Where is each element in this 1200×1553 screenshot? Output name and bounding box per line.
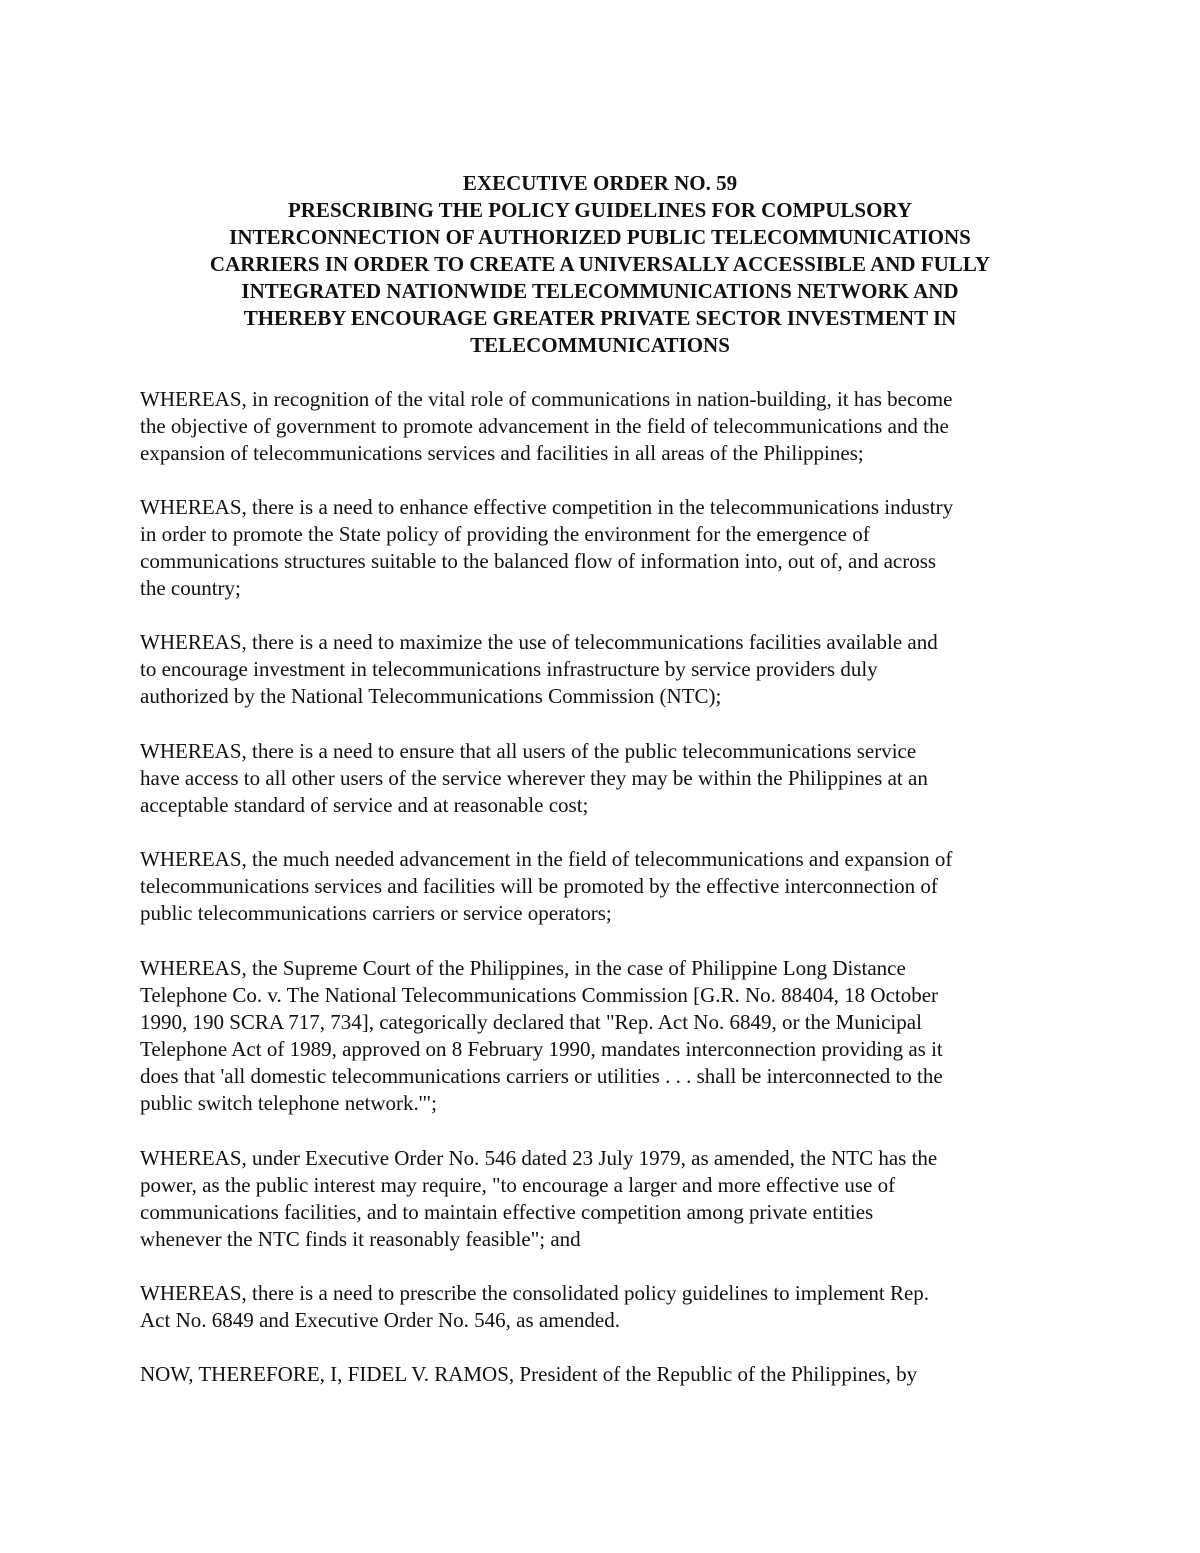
text-line: WHEREAS, in recognition of the vital role of communications in nation-building, it has become <box>140 387 953 411</box>
text-line: WHEREAS, under Executive Order No. 546 dated 23 July 1979, as amended, the NTC has the <box>140 1146 938 1170</box>
whereas-paragraph-7 <box>140 1145 1070 1253</box>
title-line: INTERCONNECTION OF AUTHORIZED PUBLIC TELECOMMUNICATIONS <box>229 225 971 249</box>
title-line: EXECUTIVE ORDER NO. 59 <box>462 171 738 195</box>
text-line: WHEREAS, there is a need to ensure that all users of the public telecommunications service <box>140 739 917 763</box>
title-line: INTEGRATED NATIONWIDE TELECOMMUNICATIONS NETWORK AND <box>241 279 959 303</box>
text-line: the country; <box>140 576 241 600</box>
title-line: PRESCRIBING THE POLICY GUIDELINES FOR COMPULSORY <box>287 198 913 222</box>
text-line: public telecommunications carriers or service operators; <box>140 901 612 925</box>
title-line: CARRIERS IN ORDER TO CREATE A UNIVERSALLY ACCESSIBLE AND FULLY <box>209 252 991 276</box>
text-line: WHEREAS, there is a need to enhance effective competition in the telecommunications industry <box>140 495 954 519</box>
text-line: 1990, 190 SCRA 717, 734], categorically declared that "Rep. Act No. 6849, or the Municipal <box>140 1010 922 1034</box>
text-line: have access to all other users of the service wherever they may be within the Philippines at an <box>140 766 928 790</box>
text-line: the objective of government to promote advancement in the field of telecommunications and the <box>140 414 949 438</box>
text-line: power, as the public interest may require, "to encourage a larger and more effective use of <box>140 1173 896 1197</box>
text-line: Telephone Co. v. The National Telecommunications Commission [G.R. No. 88404, 18 October <box>140 983 939 1007</box>
whereas-paragraph-1 <box>140 386 1070 467</box>
document-title <box>140 170 1060 359</box>
whereas-paragraph-3 <box>140 629 1070 710</box>
text-line: WHEREAS, the Supreme Court of the Philippines, in the case of Philippine Long Distance <box>140 956 906 980</box>
whereas-paragraph-4 <box>140 738 1070 819</box>
text-line: public switch telephone network.'"; <box>140 1091 437 1115</box>
text-line: whenever the NTC finds it reasonably feasible"; and <box>140 1227 581 1251</box>
whereas-paragraph-6 <box>140 955 1070 1117</box>
text-line: authorized by the National Telecommunications Commission (NTC); <box>140 684 722 708</box>
text-line: to encourage investment in telecommunications infrastructure by service providers duly <box>140 657 878 681</box>
whereas-paragraph-2 <box>140 494 1070 602</box>
text-line: expansion of telecommunications services and facilities in all areas of the Philippines; <box>140 441 864 465</box>
text-line: Act No. 6849 and Executive Order No. 546, as amended. <box>140 1308 620 1332</box>
text-line: does that 'all domestic telecommunications carriers or utilities . . . shall be interconnected to the <box>140 1064 943 1088</box>
text-line: telecommunications services and facilities will be promoted by the effective interconnection of <box>140 874 938 898</box>
text-line: WHEREAS, there is a need to maximize the use of telecommunications facilities available and <box>140 630 938 654</box>
text-line: communications structures suitable to the balanced flow of information into, out of, and across <box>140 549 937 573</box>
text-line: WHEREAS, the much needed advancement in the field of telecommunications and expansion of <box>140 847 953 871</box>
title-line: THEREBY ENCOURAGE GREATER PRIVATE SECTOR INVESTMENT IN <box>243 306 957 330</box>
text-line: acceptable standard of service and at reasonable cost; <box>140 793 589 817</box>
whereas-paragraph-8 <box>140 1280 1070 1334</box>
now-therefore-paragraph <box>140 1361 1070 1388</box>
text-line: communications facilities, and to maintain effective competition among private entities <box>140 1200 874 1224</box>
text-line: Telephone Act of 1989, approved on 8 February 1990, mandates interconnection providing as it <box>140 1037 943 1061</box>
text-line: WHEREAS, there is a need to prescribe the consolidated policy guidelines to implement Rep. <box>140 1281 930 1305</box>
text-line: NOW, THEREFORE, I, FIDEL V. RAMOS, President of the Republic of the Philippines, by <box>140 1362 918 1386</box>
whereas-paragraph-5 <box>140 846 1070 927</box>
title-line: TELECOMMUNICATIONS <box>470 333 730 357</box>
text-line: in order to promote the State policy of providing the environment for the emergence of <box>140 522 870 546</box>
